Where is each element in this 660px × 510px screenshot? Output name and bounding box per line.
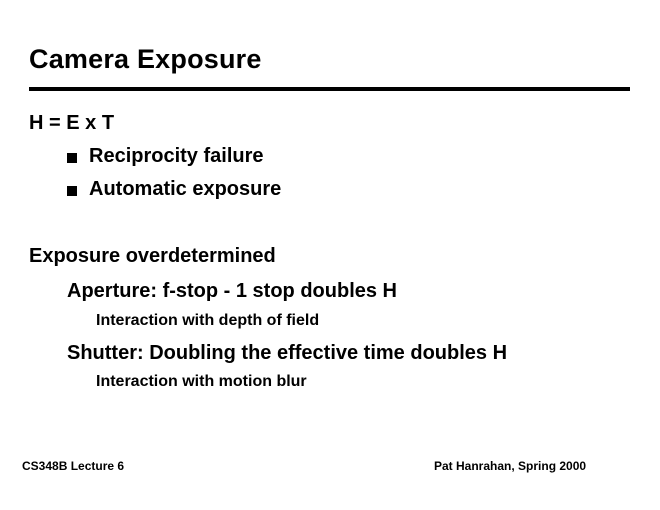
shutter-line: Shutter: Doubling the effective time doubles H [67, 342, 508, 364]
shutter-subline: Interaction with motion blur [96, 373, 307, 390]
bullet-item-reciprocity: Reciprocity failure [89, 145, 264, 167]
aperture-line: Aperture: f-stop - 1 stop doubles H [67, 280, 397, 302]
bullet-square-icon [67, 153, 77, 163]
bullet-item-automatic: Automatic exposure [89, 178, 282, 200]
slide-title: Camera Exposure [29, 44, 262, 74]
bullet-square-icon [67, 186, 77, 196]
section-heading: Exposure overdetermined [29, 245, 276, 267]
aperture-subline: Interaction with depth of field [96, 312, 320, 329]
footer-course: CS348B Lecture 6 [22, 459, 125, 473]
footer-author: Pat Hanrahan, Spring 2000 [434, 459, 587, 473]
equation-line: H = E x T [29, 112, 115, 134]
title-divider [29, 87, 630, 91]
